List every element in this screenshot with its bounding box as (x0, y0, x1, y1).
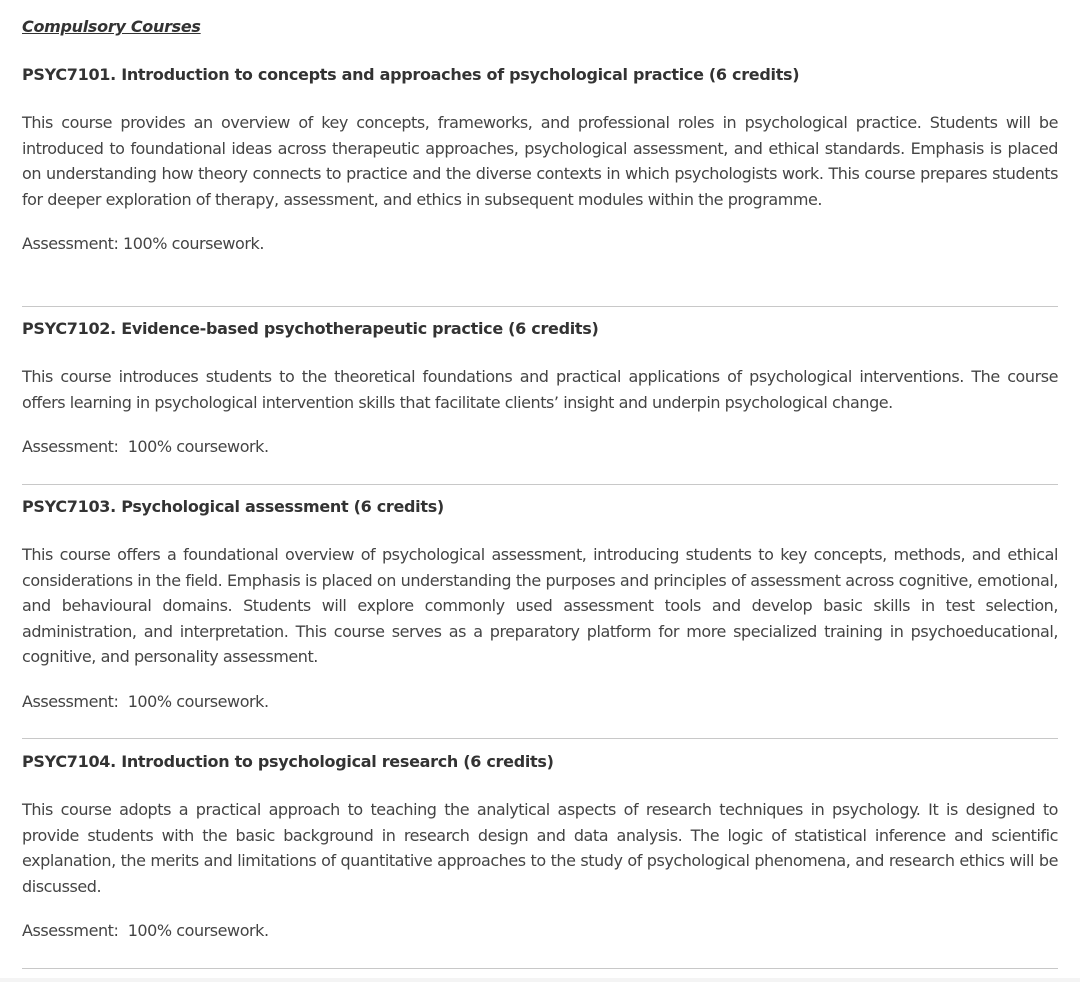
course-description: This course provides an overview of key concepts, frameworks, and professional roles in psychological practice. Students will be introduced to foundational ideas across therapeutic approaches, psychological assessment, and ethical standards. Emphasis is placed on understanding how theory connects to practice and the diverse contexts in which psychologists work. This course prepares students for deeper exploration of therapy, assessment, and ethics in subsequent modules within the programme. (22, 113, 1058, 209)
course-assessment: Assessment: 100% coursework. (22, 234, 264, 253)
course-item-psyc7104 (22, 751, 1058, 942)
course-description: This course offers a foundational overview of psychological assessment, introducing students to key concepts, methods, and ethical considerations in the field. Emphasis is placed on understanding the purposes and principles of assessment across cognitive, emotional, and behavioural domains. Students will explore commonly used assessment tools and develop basic skills in test selection, administration, and interpretation. This course serves as a preparatory platform for more specialized training in psychoeducational, cognitive, and personality assessment. (22, 545, 1058, 666)
divider (22, 306, 1058, 307)
divider (22, 968, 1058, 969)
section-title: Compulsory Courses (22, 17, 201, 36)
course-assessment: Assessment: 100% coursework. (22, 691, 269, 711)
course-title: PSYC7104. Introduction to psychological research (6 credits) (22, 752, 554, 771)
course-description: This course adopts a practical approach to teaching the analytical aspects of research techniques in psychology. It is designed to provide students with the basic background in research design and data analysis. The logic of statistical inference and scientific explanation, the merits and limitations of quantitative approaches to the study of psychological phenomena, and research ethics will be discussed. (22, 800, 1058, 896)
course-title: PSYC7102. Evidence-based psychotherapeutic practice (6 credits) (22, 319, 599, 338)
course-description: This course introduces students to the theoretical foundations and practical applications of psychological interventions. The course offers learning in psychological intervention skills that facilitate clients’ insight and underpin psychological change. (22, 367, 1058, 412)
course-assessment: Assessment: 100% coursework. (22, 921, 269, 940)
course-item-psyc7101 (22, 64, 1058, 255)
page-bottom-edge (0, 978, 1080, 982)
course-item-psyc7103 (22, 496, 1058, 713)
course-title: PSYC7101. Introduction to concepts and approaches of psychological practice (6 credits) (22, 65, 800, 84)
course-item-psyc7102 (22, 318, 1058, 458)
course-title: PSYC7103. Psychological assessment (6 credits) (22, 497, 444, 516)
divider (22, 484, 1058, 485)
course-assessment: Assessment: 100% coursework. (22, 437, 269, 456)
divider (22, 738, 1058, 739)
